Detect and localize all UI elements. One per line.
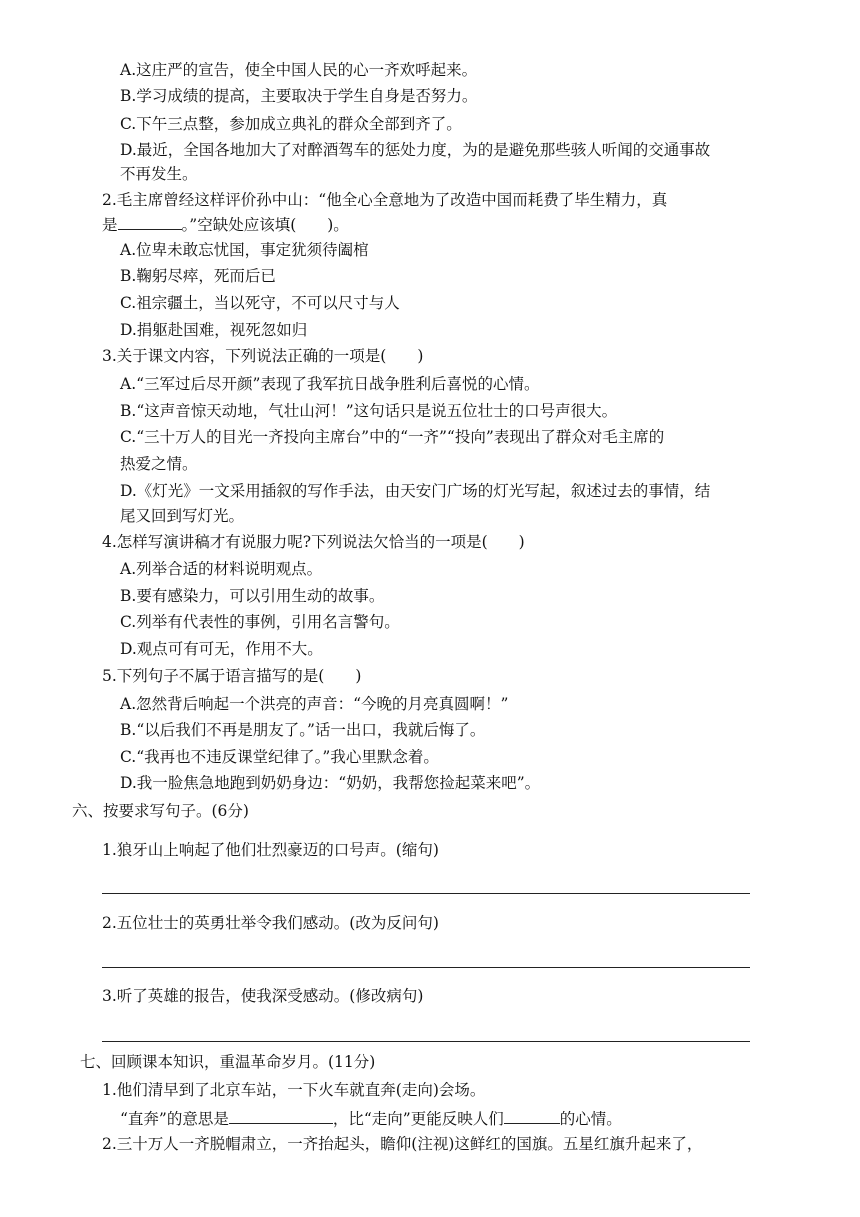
q2-option-b: B.鞠躬尽瘁，死而后已 xyxy=(120,267,276,285)
section7-blank-meaning[interactable] xyxy=(229,1108,333,1124)
q5-stem: 5.下列句子不属于语言描写的是( ) xyxy=(102,667,362,685)
section7-fill-text-c: 的心情。 xyxy=(559,1110,622,1128)
q3-option-c-continued: 热爱之情。 xyxy=(120,455,198,473)
section7-item2: 2.三十万人一齐脱帽肃立，一齐抬起头，瞻仰(注视)这鲜红的国旗。五星红旗升起来了， xyxy=(102,1135,703,1153)
q3-option-d-continued: 尾又回到写灯光。 xyxy=(120,507,245,525)
section6-item2-answer-line[interactable] xyxy=(102,967,750,968)
q1-option-a: A.这庄严的宣告，使全中国人民的心一齐欢呼起来。 xyxy=(120,61,478,79)
q4-option-a: A.列举合适的材料说明观点。 xyxy=(120,560,323,578)
q2-stem-line2 xyxy=(102,214,349,235)
section6-item3: 3.听了英雄的报告，使我深受感动。(修改病句) xyxy=(102,987,424,1005)
q5-option-c: C.“我再也不违反课堂纪律了。”我心里默念着。 xyxy=(120,748,439,766)
section7-fill-text-b: ，比“走向”更能反映人们 xyxy=(332,1110,504,1128)
q2-stem-post: 。”空缺处应该填( )。 xyxy=(181,216,349,234)
section6-item1: 1.狼牙山上响起了他们壮烈豪迈的口号声。(缩句) xyxy=(102,841,439,859)
q2-option-c: C.祖宗疆土，当以死守，不可以尺寸与人 xyxy=(120,294,400,312)
section7-title: 七、回顾课本知识，重温革命岁月。(11分) xyxy=(80,1053,376,1071)
q5-option-a: A.忽然背后响起一个洪亮的声音：“今晚的月亮真圆啊！” xyxy=(120,695,509,713)
q1-option-d-continued: 不再发生。 xyxy=(120,165,198,183)
section7-item1: 1.他们清早到了北京车站，一下火车就直奔(走向)会场。 xyxy=(102,1081,486,1099)
q1-option-c: C.下午三点整，参加成立典礼的群众全部到齐了。 xyxy=(120,115,462,133)
q3-option-a: A.“三军过后尽开颜”表现了我军抗日战争胜利后喜悦的心情。 xyxy=(120,375,540,393)
q3-option-b: B.“这声音惊天动地，气壮山河！”这句话只是说五位壮士的口号声很大。 xyxy=(120,402,618,420)
section7-item1-fill xyxy=(120,1108,622,1129)
section6-item1-answer-line[interactable] xyxy=(102,893,750,894)
section6-title: 六、按要求写句子。(6分) xyxy=(72,802,249,820)
q2-stem-line1: 2.毛主席曾经这样评价孙中山：“他全心全意地为了改造中国而耗费了毕生精力，真 xyxy=(102,191,668,209)
section7-fill-text-a: “直奔”的意思是 xyxy=(120,1110,229,1128)
q1-option-b: B.学习成绩的提高，主要取决于学生自身是否努力。 xyxy=(120,87,478,105)
q4-option-c: C.列举有代表性的事例，引用名言警句。 xyxy=(120,613,400,631)
q1-option-d: D.最近，全国各地加大了对醉酒驾车的惩处力度，为的是避免那些骇人听闻的交通事故 xyxy=(120,141,711,159)
q4-option-b: B.要有感染力，可以引用生动的故事。 xyxy=(120,587,385,605)
q2-stem-pre: 是 xyxy=(102,216,118,234)
q3-option-d: D.《灯光》一文采用插叙的写作手法，由天安门广场的灯光写起，叙述过去的事情，结 xyxy=(120,482,711,500)
q2-answer-blank[interactable] xyxy=(118,214,182,230)
q2-option-a: A.位卑未敢忘忧国，事定犹须待阖棺 xyxy=(120,241,369,259)
q3-option-c: C.“三十万人的目光一齐投向主席台”中的“一齐”“投向”表现出了群众对毛主席的 xyxy=(120,428,665,446)
q5-option-b: B.“以后我们不再是朋友了。”话一出口，我就后悔了。 xyxy=(120,721,486,739)
q2-option-d: D.捐躯赴国难，视死忽如归 xyxy=(120,321,308,339)
q4-stem: 4.怎样写演讲稿才有说服力呢?下列说法欠恰当的一项是( ) xyxy=(102,533,525,551)
section6-item2: 2.五位壮士的英勇壮举令我们感动。(改为反问句) xyxy=(102,914,439,932)
section7-blank-feeling[interactable] xyxy=(504,1108,560,1124)
q3-stem: 3.关于课文内容，下列说法正确的一项是( ) xyxy=(102,347,424,365)
q5-option-d: D.我一脸焦急地跑到奶奶身边：“奶奶，我帮您捡起菜来吧”。 xyxy=(120,774,541,792)
section6-item3-answer-line[interactable] xyxy=(102,1041,750,1042)
q4-option-d: D.观点可有可无，作用不大。 xyxy=(120,640,323,658)
